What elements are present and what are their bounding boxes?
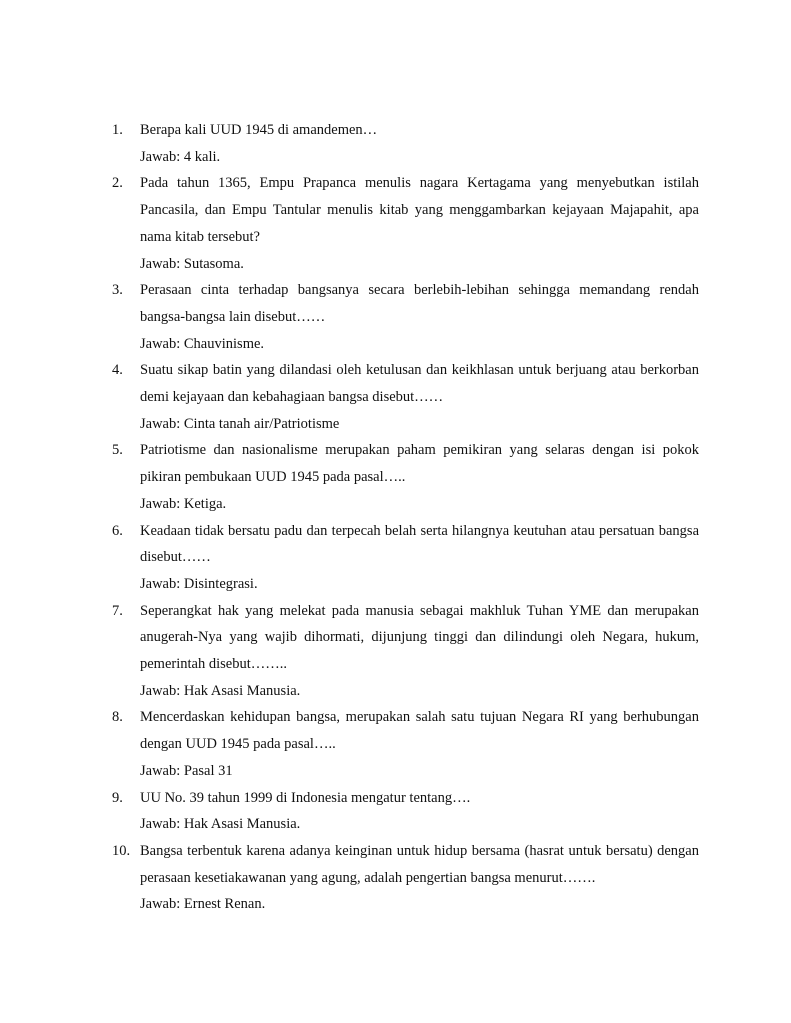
question-text: Berapa kali UUD 1945 di amandemen… bbox=[140, 122, 378, 138]
answer-text: Jawab: Chauvinisme. bbox=[140, 335, 265, 352]
list-item bbox=[112, 437, 699, 517]
list-item bbox=[112, 838, 699, 918]
question-text: Mencerdaskan kehidupan bangsa, merupakan salah satu tujuan Negara RI yang berhubungan dengan UUD 1945 pada pasal….. bbox=[140, 709, 699, 753]
question-list bbox=[112, 117, 699, 918]
question-text: UU No. 39 tahun 1999 di Indonesia mengatur tentang…. bbox=[140, 789, 471, 806]
answer-text: Jawab: Sutasoma. bbox=[140, 255, 244, 272]
list-item bbox=[112, 357, 699, 437]
list-item bbox=[112, 704, 699, 784]
item-number: 7. bbox=[112, 602, 123, 619]
answer-text: Jawab: Hak Asasi Manusia. bbox=[140, 682, 301, 699]
question-text: Seperangkat hak yang melekat pada manusia sebagai makhluk Tuhan YME dan merupakan anugerah-Nya yang wajib dihormati, dijunjung tinggi dan dilindungi oleh Negara, hukum, pemerintah disebut…….. bbox=[140, 602, 699, 673]
answer-text: Jawab: 4 kali. bbox=[140, 148, 221, 165]
list-item bbox=[112, 170, 699, 277]
answer-text: Jawab: Ketiga. bbox=[140, 495, 227, 512]
list-item bbox=[112, 277, 699, 357]
answer-text: Jawab: Ernest Renan. bbox=[140, 896, 266, 913]
answer-text: Jawab: Disintegrasi. bbox=[140, 575, 258, 592]
list-item bbox=[112, 785, 699, 838]
item-number: 8. bbox=[112, 709, 123, 726]
item-number: 10. bbox=[112, 842, 131, 859]
question-text: Patriotisme dan nasionalisme merupakan paham pemikiran yang selaras dengan isi pokok pikiran pembukaan UUD 1945 pada pasal….. bbox=[140, 442, 699, 486]
question-text: Perasaan cinta terhadap bangsanya secara berlebih-lebihan sehingga memandang rendah bangsa-bangsa lain disebut…… bbox=[140, 282, 699, 325]
item-number: 4. bbox=[112, 362, 123, 379]
item-number: 2. bbox=[112, 175, 123, 192]
answer-text: Jawab: Cinta tanah air/Patriotisme bbox=[140, 415, 340, 432]
question-text: Bangsa terbentuk karena adanya keinginan untuk hidup bersama (hasrat untuk bersatu) dengan perasaan kesetiakawanan yang agung, adalah pengertian bangsa menurut……. bbox=[140, 842, 699, 886]
list-item bbox=[112, 518, 699, 598]
question-text: Keadaan tidak bersatu padu dan terpecah belah serta hilangnya keutuhan atau persatuan bangsa disebut…… bbox=[140, 522, 699, 566]
question-text: Pada tahun 1365, Empu Prapanca menulis nagara Kertagama yang menyebutkan istilah Pancasila, dan Empu Tantular menulis kitab yang menggambarkan kejayaan Majapahit, apa nama kitab tersebut? bbox=[140, 175, 699, 245]
answer-text: Jawab: Hak Asasi Manusia. bbox=[140, 816, 301, 833]
answer-text: Jawab: Pasal 31 bbox=[140, 762, 233, 779]
item-number: 6. bbox=[112, 522, 123, 539]
item-number: 1. bbox=[112, 122, 123, 138]
list-item bbox=[112, 598, 699, 705]
question-text: Suatu sikap batin yang dilandasi oleh ketulusan dan keikhlasan untuk berjuang atau berkorban demi kejayaan dan kebahagiaan bangsa disebut…… bbox=[140, 362, 699, 406]
item-number: 9. bbox=[112, 789, 123, 806]
list-item bbox=[112, 117, 699, 170]
item-number: 5. bbox=[112, 442, 123, 459]
item-number: 3. bbox=[112, 282, 123, 299]
